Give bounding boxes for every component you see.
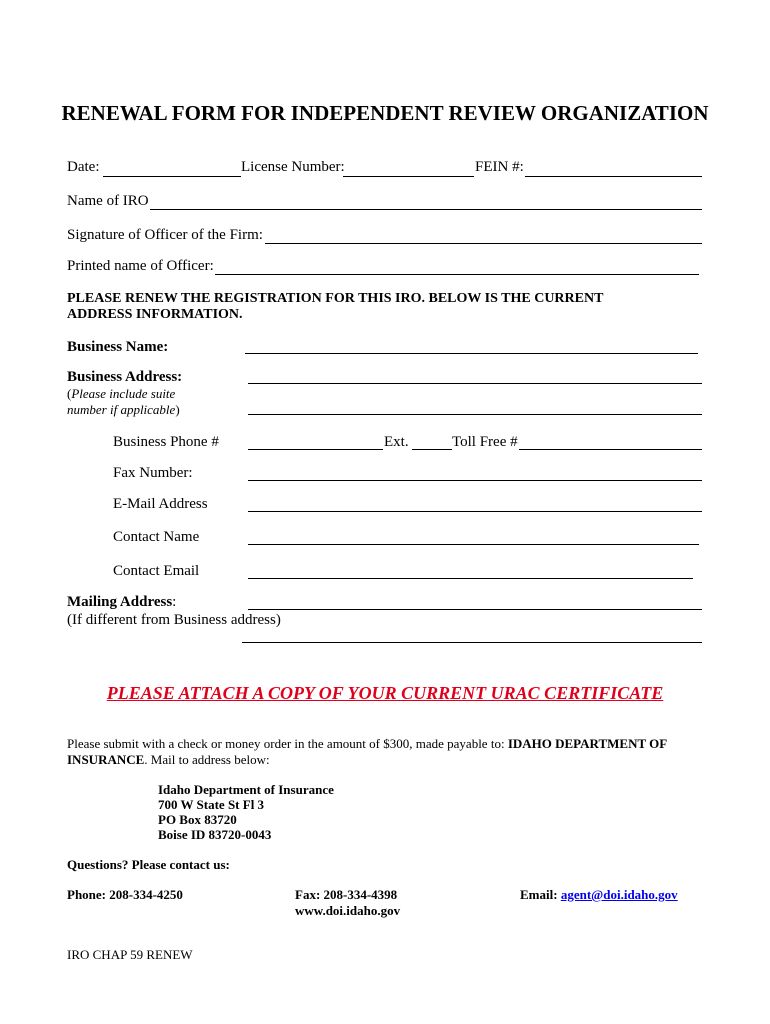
mailing-address-field-1[interactable] [248,609,702,610]
contact-email-label: Contact Email [113,563,200,579]
renew-notice-line2: ADDRESS INFORMATION. [67,307,243,322]
toll-free-field[interactable] [519,449,702,450]
iro-name-field[interactable] [150,209,702,210]
printed-name-label: Printed name of Officer: [67,258,214,274]
address-note-line1: (Please include suite [67,386,176,401]
payment-line1-text: Please submit with a check or money order in the amount of $300, made payable to: [67,736,508,751]
signature-field[interactable] [265,243,702,244]
contact-phone: Phone: 208-334-4250 [67,887,183,902]
business-name-field[interactable] [245,353,698,354]
toll-free-label: Toll Free # [452,434,518,450]
ext-label: Ext. [384,434,409,450]
mail-address-line1: Idaho Department of Insurance [158,782,334,797]
contact-name-label: Contact Name [113,529,200,545]
iro-name-label: Name of IRO [67,193,149,209]
mail-address-line4: Boise ID 83720-0043 [158,827,272,842]
payment-payee-2: INSURANCE [67,752,145,767]
business-address-field-1[interactable] [248,383,702,384]
fax-number-label: Fax Number: [113,465,193,481]
urac-certificate-notice: PLEASE ATTACH A COPY OF YOUR CURRENT URAC CERTIFICATE [106,683,664,703]
license-number-field[interactable] [343,176,474,177]
printed-name-field[interactable] [215,274,699,275]
contact-email-link[interactable]: agent@doi.idaho.gov [560,887,678,902]
business-name-label: Business Name: [67,339,169,355]
business-phone-field[interactable] [248,449,383,450]
payment-line2 [67,752,270,768]
date-label: Date: [67,159,100,175]
fein-label: FEIN #: [475,159,524,175]
signature-label: Signature of Officer of the Firm: [67,227,263,243]
contact-website[interactable]: www.doi.idaho.gov [295,903,401,918]
mail-address-line3: PO Box 83720 [158,812,237,827]
date-field[interactable] [103,176,241,177]
address-note-line2: number if applicable) [67,402,180,417]
contact-email [520,887,678,903]
mailing-address-colon: : [172,594,177,610]
contact-fax: Fax: 208-334-4398 [295,887,398,902]
business-address-label: Business Address: [67,369,183,385]
contact-email-field[interactable] [248,578,693,579]
form-footer-code: IRO CHAP 59 RENEW [67,947,193,962]
renew-notice-line1: PLEASE RENEW THE REGISTRATION FOR THIS IRO. BELOW IS THE CURRENT [67,291,604,306]
license-number-label: License Number: [241,159,345,175]
email-address-field[interactable] [248,511,702,512]
email-address-label: E-Mail Address [113,496,208,512]
payment-payee-1: IDAHO DEPARTMENT OF [507,736,668,751]
fein-field[interactable] [525,176,702,177]
payment-line1 [67,736,667,752]
fax-number-field[interactable] [248,480,702,481]
mailing-address-text: Mailing Address [67,594,173,610]
payment-line2-text: . Mail to address below: [144,752,270,767]
contact-email-label: Email: [520,887,561,902]
business-address-field-2[interactable] [248,414,702,415]
mail-address-line2: 700 W State St Fl 3 [158,797,265,812]
mailing-address-label [67,594,176,611]
business-phone-label: Business Phone # [113,434,219,450]
questions-heading: Questions? Please contact us: [67,857,230,872]
ext-field[interactable] [412,449,452,450]
contact-name-field[interactable] [248,544,699,545]
mailing-address-field-2[interactable] [242,642,702,643]
form-title: RENEWAL FORM FOR INDEPENDENT REVIEW ORGANIZATION [61,101,709,125]
mailing-address-note: (If different from Business address) [67,612,281,628]
